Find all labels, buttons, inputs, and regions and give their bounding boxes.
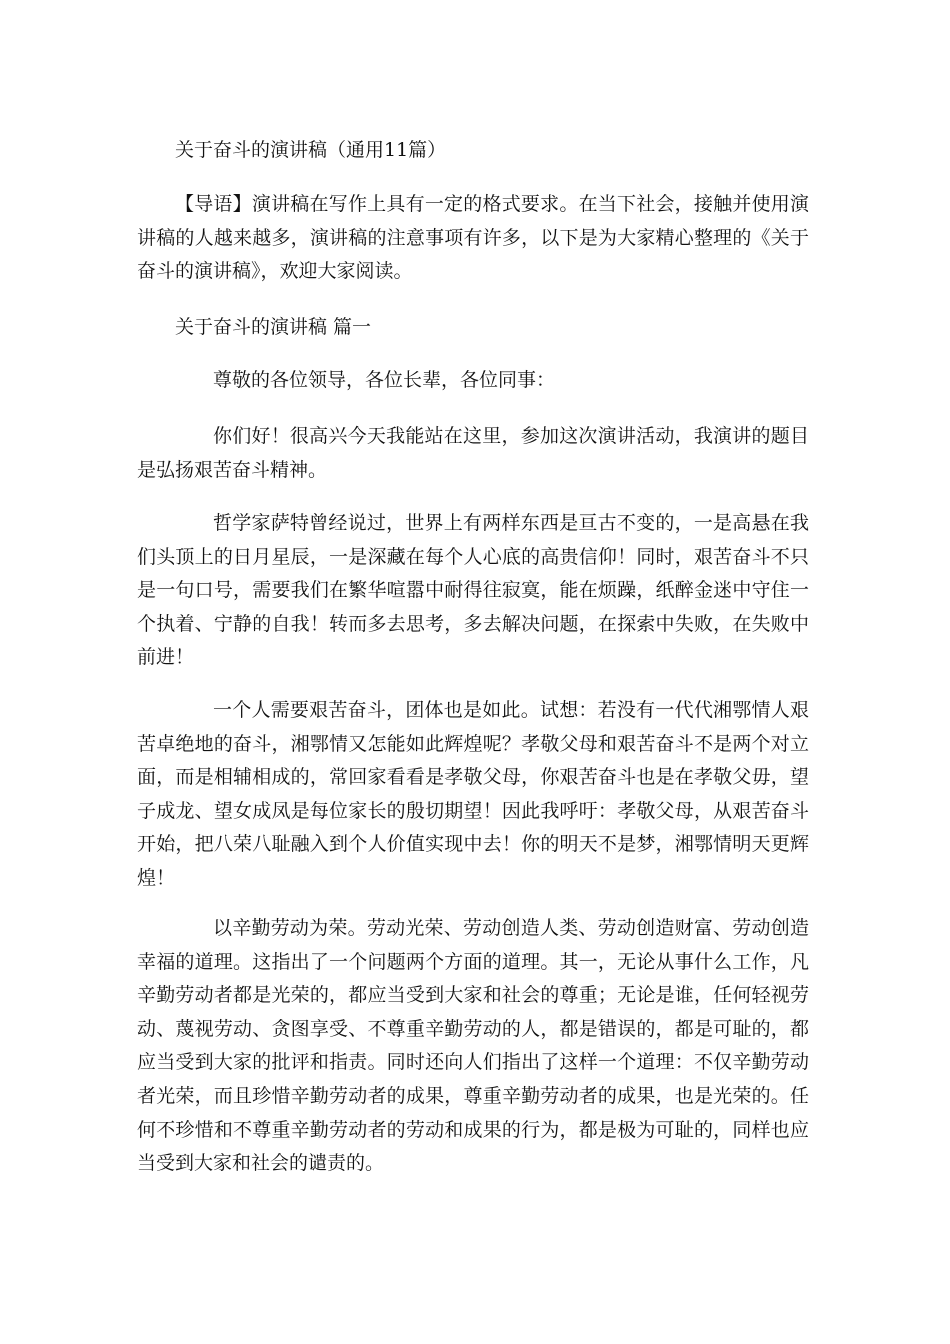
greeting: 尊敬的各位领导，各位长辈，各位同事： [213, 369, 556, 391]
body-paragraph: 你们好！很高兴今天我能站在这里，参加这次演讲活动，我演讲的题目是弘扬艰苦奋斗精神。 [137, 425, 809, 481]
document-title: 关于奋斗的演讲稿（通用11篇） [175, 139, 447, 161]
body-paragraph: 以辛勤劳动为荣。劳动光荣、劳动创造人类、劳动创造财富、劳动创造幸福的道理。这指出了一个问题两个方面的道理。其一，无论从事什么工作，凡辛勤劳动者都是光荣的，都应当受到大家和社会的尊重；无论是谁，任何轻视劳动、蔑视劳动、贪图享受、不尊重辛勤劳动的人，都是错误的，都是可耻的，都应当受到大家的批评和指责。同时还向人们指出了这样一个道理：不仅辛勤劳动者光荣，而且珍惜辛勤劳动者的成果，尊重辛勤劳动者的成果，也是光荣的。任何不珍惜和不尊重辛勤劳动者的劳动和成果的行为，都是极为可耻的，同样也应当受到大家和社会的谴责的。 [137, 917, 809, 1175]
intro-paragraph: 【导语】演讲稿在写作上具有一定的格式要求。在当下社会，接触并使用演讲稿的人越来越多，演讲稿的注意事项有许多，以下是为大家精心整理的《关于奋斗的演讲稿》，欢迎大家阅读。 [137, 193, 809, 283]
body-paragraph: 一个人需要艰苦奋斗，团体也是如此。试想：若没有一代代湘鄂情人艰苦卓绝地的奋斗，湘鄂情又怎能如此辉煌呢？孝敬父母和艰苦奋斗不是两个对立面，而是相辅相成的，常回家看看是孝敬父母，你艰苦奋斗也是在孝敬父毋，望子成龙、望女成凤是每位家长的殷切期望！因此我呼吁：孝敬父母，从艰苦奋斗开始，把八荣八耻融入到个人价值实现中去！你的明天不是梦，湘鄂情明天更辉煌！ [137, 699, 809, 889]
body-paragraph: 哲学家萨特曾经说过，世界上有两样东西是亘古不变的，一是高悬在我们头顶上的日月星辰，一是深藏在每个人心底的高贵信仰！同时，艰苦奋斗不只是一句口号，需要我们在繁华喧嚣中耐得往寂寞，能在烦躁，纸醉金迷中守住一个执着、宁静的自我！转而多去思考，多去解决问题，在探索中失败，在失败中前进！ [137, 512, 809, 669]
section-heading: 关于奋斗的演讲稿 篇一 [175, 316, 372, 338]
